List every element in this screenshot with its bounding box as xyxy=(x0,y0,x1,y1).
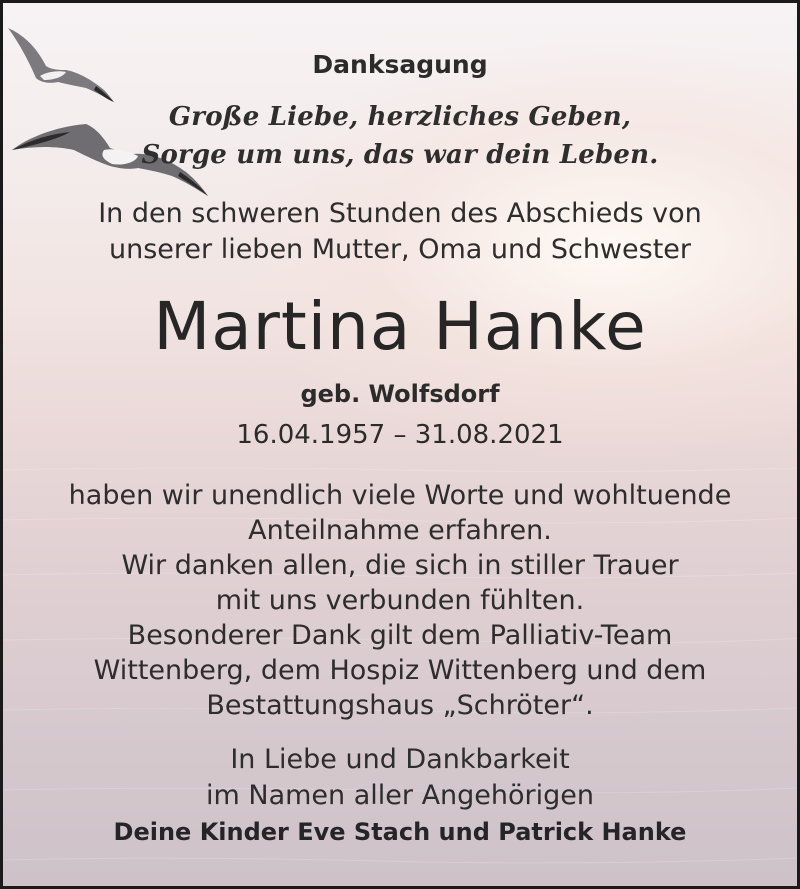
heading: Danksagung xyxy=(312,50,488,79)
intro-line-1: In den schweren Stunden des Abschieds von xyxy=(98,198,702,229)
closing-line-1: In Liebe und Dankbarkeit xyxy=(230,744,570,775)
intro-line-2: unserer lieben Mutter, Oma und Schwester xyxy=(108,234,691,265)
deceased-name: Martina Hanke xyxy=(153,288,647,365)
closing-line-2: im Namen aller Angehörigen xyxy=(205,780,594,811)
message-line: Anteilnahme erfahren. xyxy=(248,515,552,546)
message-line: Wittenberg, dem Hospiz Wittenberg und dem xyxy=(93,655,707,686)
message-line: Wir danken allen, die sich in stiller Trauer xyxy=(121,550,679,581)
maiden-name: geb. Wolfsdorf xyxy=(300,380,500,408)
message-line: Besonderer Dank gilt dem Palliativ-Team xyxy=(127,620,673,651)
life-dates: 16.04.1957 – 31.08.2021 xyxy=(236,420,564,450)
quote-line-1: Große Liebe, herzliches Geben, xyxy=(168,102,632,132)
message-line: mit uns verbunden fühlten. xyxy=(215,585,585,616)
message-line: haben wir unendlich viele Worte und wohltuende xyxy=(68,480,732,511)
signature: Deine Kinder Eve Stach und Patrick Hanke xyxy=(113,818,687,846)
quote-line-2: Sorge um uns, das war dein Leben. xyxy=(141,140,659,170)
message-line: Bestattungshaus „Schröter“. xyxy=(206,690,594,721)
